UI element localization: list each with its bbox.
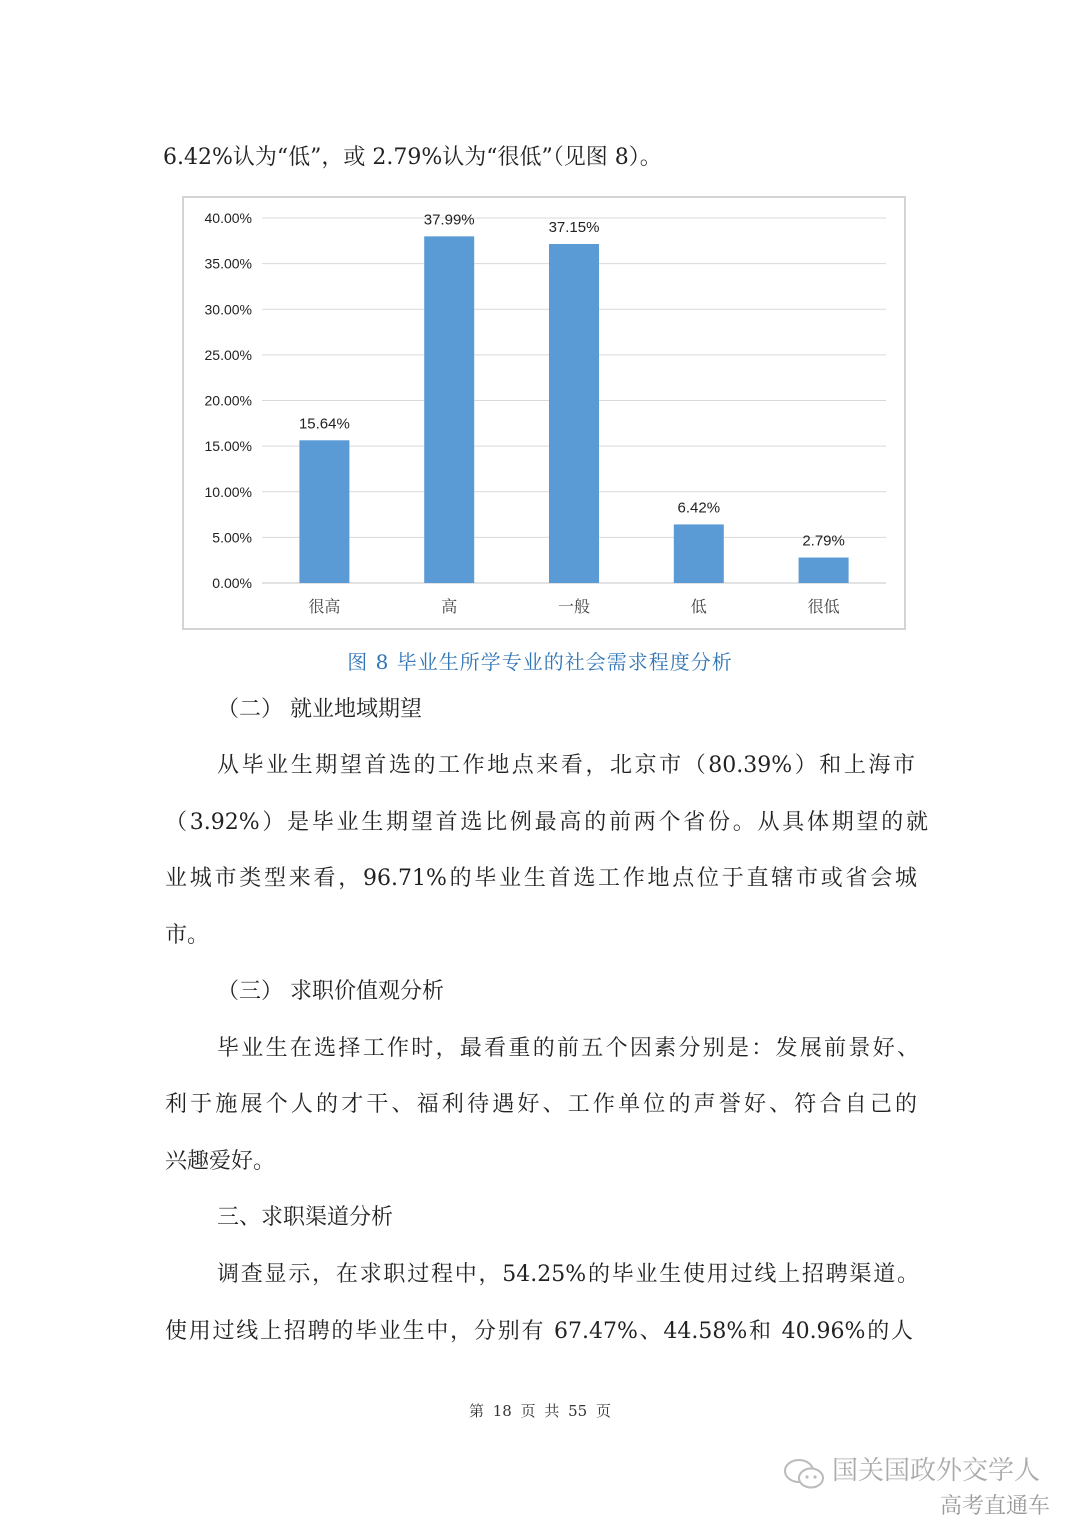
bar (674, 524, 724, 583)
data-label: 37.99% (423, 211, 475, 229)
y-tick-label: 30.00% (204, 301, 252, 318)
watermark-text: 国关国政外交学人 (832, 1456, 1041, 1486)
wechat-icon (782, 1456, 828, 1492)
bar (424, 236, 474, 583)
bar (549, 244, 599, 583)
section-heading: 三、求职渠道分析 (217, 1205, 394, 1230)
paragraph-line: 调查显示，在求职过程中，54.25%的毕业生使用过线上招聘渠道。 (217, 1262, 919, 1287)
paragraph-line: 利于施展个人的才干、福利待遇好、工作单位的声誉好、符合自己的 (165, 1092, 917, 1117)
watermark (782, 1456, 1072, 1526)
paragraph-line: 毕业生在选择工作时，最看重的前五个因素分别是：发展前景好、 (217, 1036, 919, 1061)
data-label: 2.79% (802, 532, 845, 550)
paragraph-line: 市。 (165, 923, 210, 948)
y-tick-label: 20.00% (204, 392, 252, 409)
figure-caption: 图 8 毕业生所学专业的社会需求程度分析 (347, 650, 733, 674)
bar (799, 558, 849, 583)
data-label: 6.42% (677, 499, 721, 517)
y-tick-label: 15.00% (204, 438, 252, 455)
watermark-text: 高考直通车 (940, 1494, 1051, 1519)
data-label: 15.64% (298, 415, 350, 433)
paragraph-line: 兴趣爱好。 (165, 1149, 276, 1174)
chart-svg (184, 198, 904, 628)
paragraph-line: 从毕业生期望首选的工作地点来看，北京市（80.39%）和上海市 (217, 753, 915, 778)
x-tick-label: 一般 (557, 597, 591, 616)
y-tick-label: 25.00% (204, 346, 252, 363)
y-tick-label: 10.00% (204, 483, 252, 500)
y-tick-label: 40.00% (204, 210, 252, 226)
data-label: 37.15% (548, 219, 600, 237)
x-tick-label: 高 (441, 597, 458, 616)
y-tick-label: 0.00% (212, 575, 252, 591)
x-tick-label: 很低 (807, 597, 840, 616)
section-heading: （二） 就业地域期望 (217, 697, 422, 722)
page-footer: 第 18 页 共 55 页 (468, 1402, 611, 1420)
paragraph-line: 使用过线上招聘的毕业生中，分别有 67.47%、44.58%和 40.96%的人 (165, 1319, 913, 1344)
x-tick-label: 低 (690, 597, 707, 616)
paragraph-line: （3.92%）是毕业生期望首选比例最高的前两个省份。从具体期望的就 (165, 810, 928, 835)
x-tick-label: 很高 (308, 597, 341, 616)
section-heading: （三） 求职价值观分析 (217, 979, 444, 1004)
paragraph-line: 6.42%认为“低”，或 2.79%认为“很低”（见图 8）。 (163, 145, 662, 170)
paragraph-line: 业城市类型来看，96.71%的毕业生首选工作地点位于直辖市或省会城 (165, 866, 917, 891)
bar-chart (182, 196, 906, 630)
y-tick-label: 5.00% (212, 529, 252, 546)
y-tick-label: 35.00% (204, 255, 252, 272)
bar (299, 440, 349, 583)
